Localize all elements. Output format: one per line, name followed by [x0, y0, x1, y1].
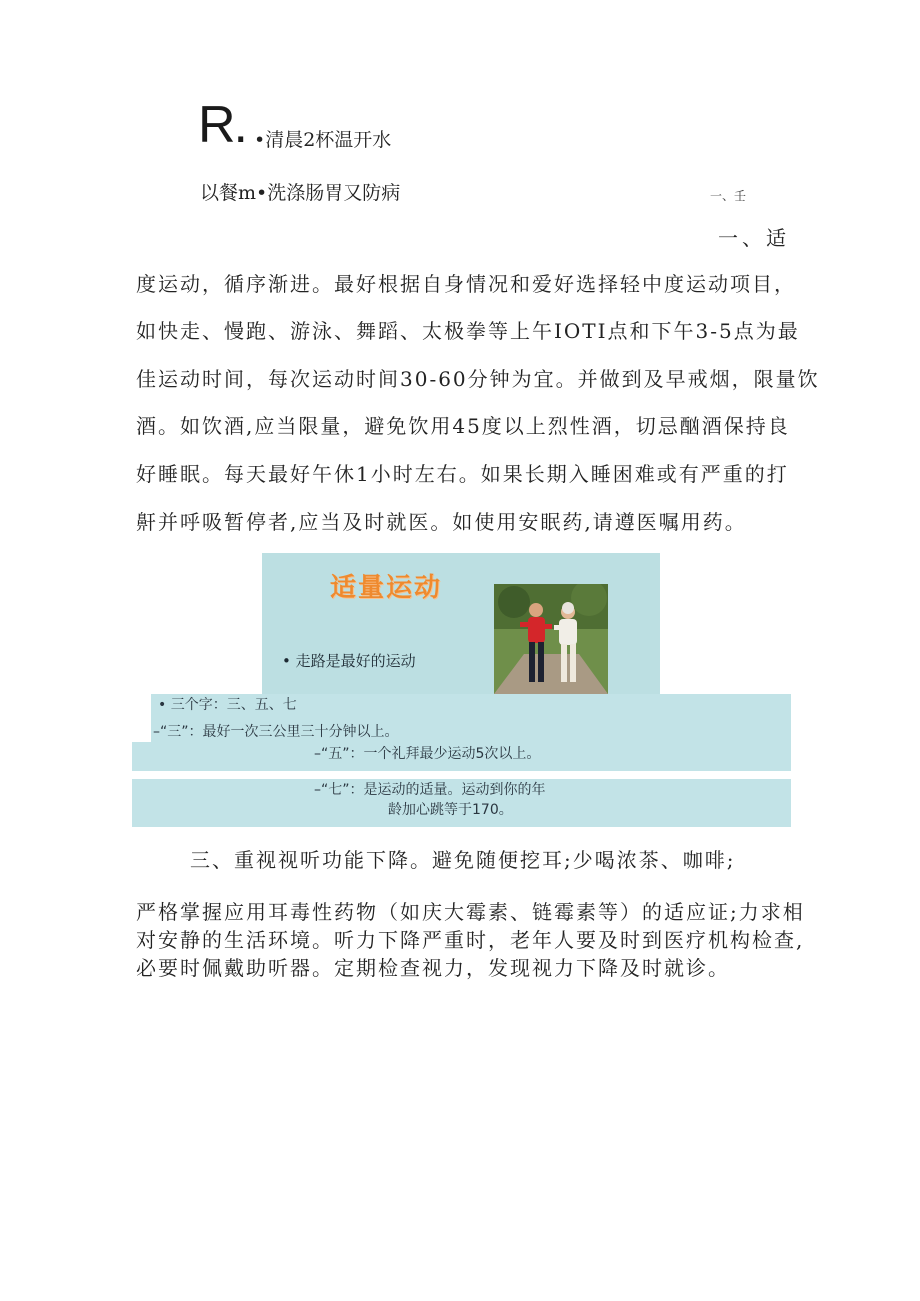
- slide-bullet: • 走路是最好的运动: [282, 652, 416, 670]
- paragraph-line: 对安静的生活环境。听力下降严重时，老年人要及时到医疗机构检查,: [136, 928, 805, 952]
- slide-line: • 三个字：三、五、七: [158, 697, 297, 713]
- stylized-letter: R.: [198, 96, 246, 154]
- walking-couple-photo: [494, 584, 608, 694]
- side-note: 一、壬: [710, 189, 747, 203]
- section-heading-3: 三、重视视听功能下降。避免随便挖耳;少喝浓茶、咖啡;: [190, 848, 736, 872]
- slide-line: –“三”：最好一次三公里三十分钟以上。: [153, 724, 399, 740]
- paragraph-line: 好睡眠。每天最好午休1小时左右。如果长期入睡困难或有严重的打: [136, 462, 789, 486]
- slide-line: –“七”：是运动的适量。运动到你的年: [314, 782, 546, 798]
- header-line-1: •清晨2杯温开水: [254, 129, 392, 151]
- paragraph-line: 必要时佩戴助听器。定期检查视力，发现视力下降及时就诊。: [136, 956, 730, 980]
- header-line-2: 以餐m•洗涤肠胃又防病: [200, 182, 401, 204]
- slide-line: 龄加心跳等于170。: [388, 802, 513, 818]
- slide-line: –“五”：一个礼拜最少运动5次以上。: [314, 746, 541, 762]
- paragraph-line: 佳运动时间，每次运动时间30-60分钟为宜。并做到及早戒烟，限量饮: [136, 367, 820, 391]
- paragraph-line: 度运动，循序渐进。最好根据自身情况和爱好选择轻中度运动项目，: [136, 272, 796, 296]
- slide-title: 适量运动: [330, 573, 443, 603]
- paragraph-line: 如快走、慢跑、游泳、舞蹈、太极拳等上午IOTI点和下午3-5点为最: [136, 319, 800, 343]
- paragraph-line: 鼾并呼吸暂停者,应当及时就医。如使用安眠药,请遵医嘱用药。: [136, 510, 747, 534]
- paragraph-line: 严格掌握应用耳毒性药物（如庆大霉素、链霉素等）的适应证;力求相: [136, 900, 805, 924]
- section-heading-2: 一、适: [718, 226, 790, 250]
- paragraph-line: 酒。如饮酒,应当限量，避免饮用45度以上烈性酒，切忌酗酒保持良: [136, 414, 790, 438]
